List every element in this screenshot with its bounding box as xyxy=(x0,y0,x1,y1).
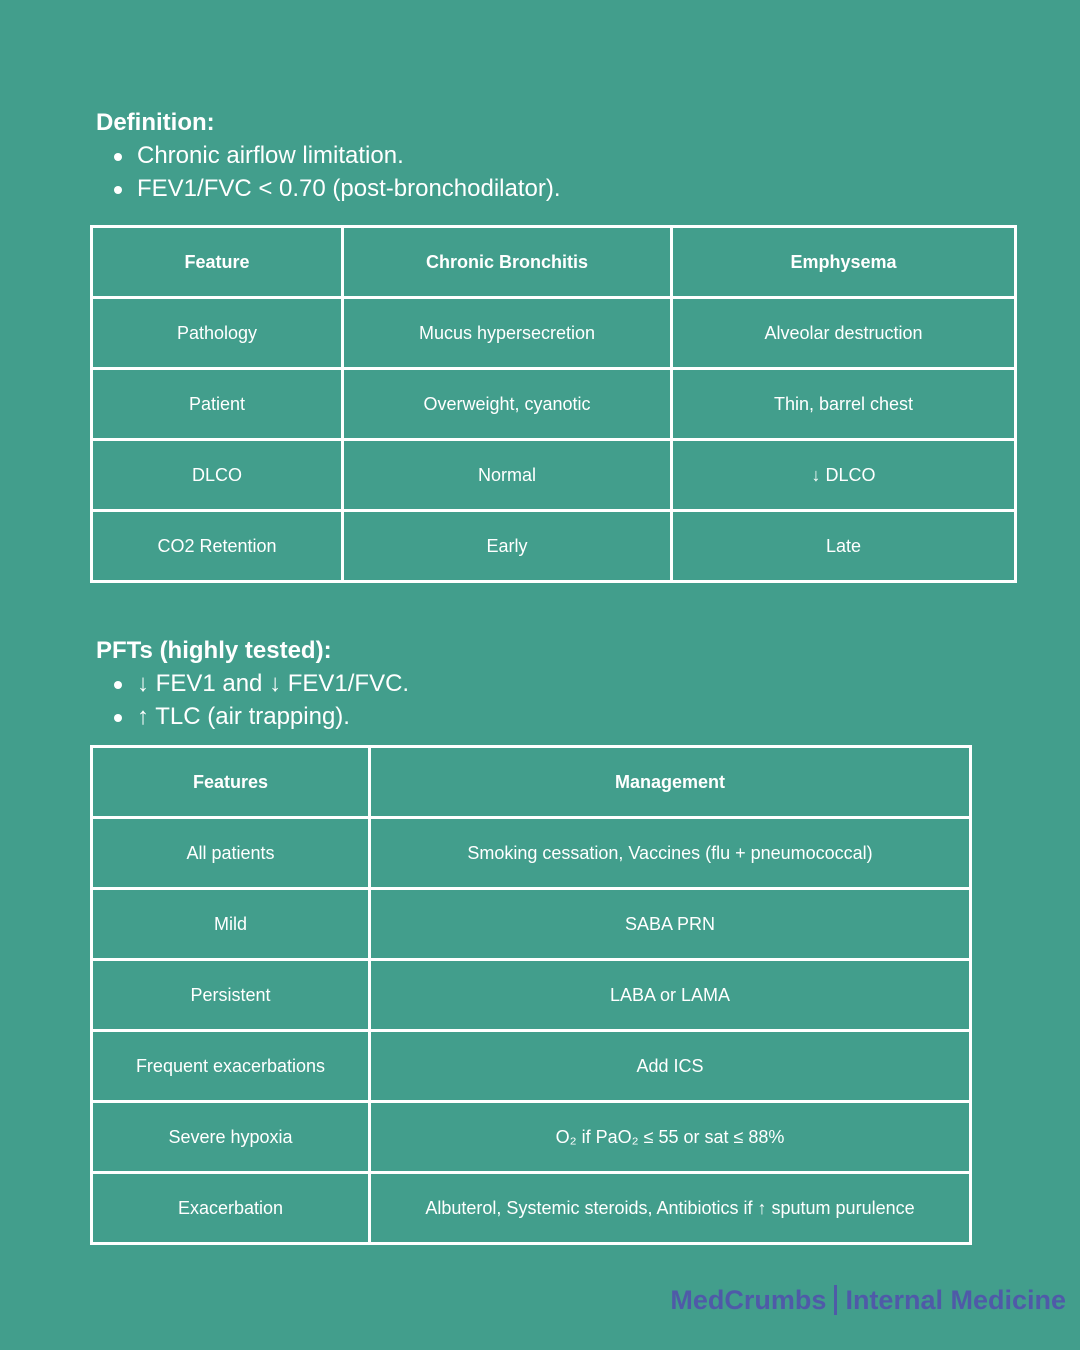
header-cell: Emphysema xyxy=(672,227,1016,298)
table-cell: Exacerbation xyxy=(92,1173,370,1244)
table-cell: Add ICS xyxy=(370,1031,971,1102)
pfts-heading: PFTs (highly tested): xyxy=(96,637,332,664)
table-cell: SABA PRN xyxy=(370,889,971,960)
table-header-row xyxy=(92,227,1016,298)
table-cell: Overweight, cyanotic xyxy=(343,369,672,440)
table-cell: ↓ DLCO xyxy=(672,440,1016,511)
pfts-bullet: ↓ FEV1 and ↓ FEV1/FVC. xyxy=(96,667,409,700)
definition-bullet: FEV1/FVC < 0.70 (post-bronchodilator). xyxy=(96,172,561,205)
table-cell: CO2 Retention xyxy=(92,511,343,582)
pfts-list xyxy=(96,667,409,733)
table-row xyxy=(92,440,1016,511)
table-cell: Mucus hypersecretion xyxy=(343,298,672,369)
bronchitis-emphysema-table xyxy=(90,225,1017,583)
definition-heading: Definition: xyxy=(96,109,215,136)
brand-section: Internal Medicine xyxy=(845,1285,1066,1315)
table-cell: Alveolar destruction xyxy=(672,298,1016,369)
header-cell: Management xyxy=(370,747,971,818)
table-cell: Frequent exacerbations xyxy=(92,1031,370,1102)
table-cell: Thin, barrel chest xyxy=(672,369,1016,440)
table-cell: Mild xyxy=(92,889,370,960)
header-cell: Features xyxy=(92,747,370,818)
table-cell: Patient xyxy=(92,369,343,440)
table-cell: Pathology xyxy=(92,298,343,369)
table-cell: All patients xyxy=(92,818,370,889)
header-cell: Feature xyxy=(92,227,343,298)
header-cell: Chronic Bronchitis xyxy=(343,227,672,298)
table-row xyxy=(92,889,971,960)
definition-bullet: Chronic airflow limitation. xyxy=(96,139,561,172)
table-row xyxy=(92,818,971,889)
brand-name: MedCrumbs xyxy=(670,1285,827,1315)
table-cell: DLCO xyxy=(92,440,343,511)
table-cell: Severe hypoxia xyxy=(92,1102,370,1173)
management-table xyxy=(90,745,972,1245)
footer-brand xyxy=(670,1283,1066,1317)
table-cell: Persistent xyxy=(92,960,370,1031)
table-row xyxy=(92,1102,971,1173)
table-cell: Late xyxy=(672,511,1016,582)
table-cell: LABA or LAMA xyxy=(370,960,971,1031)
table-cell: O₂ if PaO₂ ≤ 55 or sat ≤ 88% xyxy=(370,1102,971,1173)
table-row xyxy=(92,1173,971,1244)
table-row xyxy=(92,511,1016,582)
table-cell: Early xyxy=(343,511,672,582)
table-row xyxy=(92,960,971,1031)
table-row xyxy=(92,298,1016,369)
table-cell: Smoking cessation, Vaccines (flu + pneumococcal) xyxy=(370,818,971,889)
table-cell: Albuterol, Systemic steroids, Antibiotics if ↑ sputum purulence xyxy=(370,1173,971,1244)
table-header-row xyxy=(92,747,971,818)
footer-divider xyxy=(834,1285,837,1315)
definition-list xyxy=(96,139,561,205)
table-cell: Normal xyxy=(343,440,672,511)
pfts-bullet: ↑ TLC (air trapping). xyxy=(96,700,409,733)
table-row xyxy=(92,1031,971,1102)
table-row xyxy=(92,369,1016,440)
